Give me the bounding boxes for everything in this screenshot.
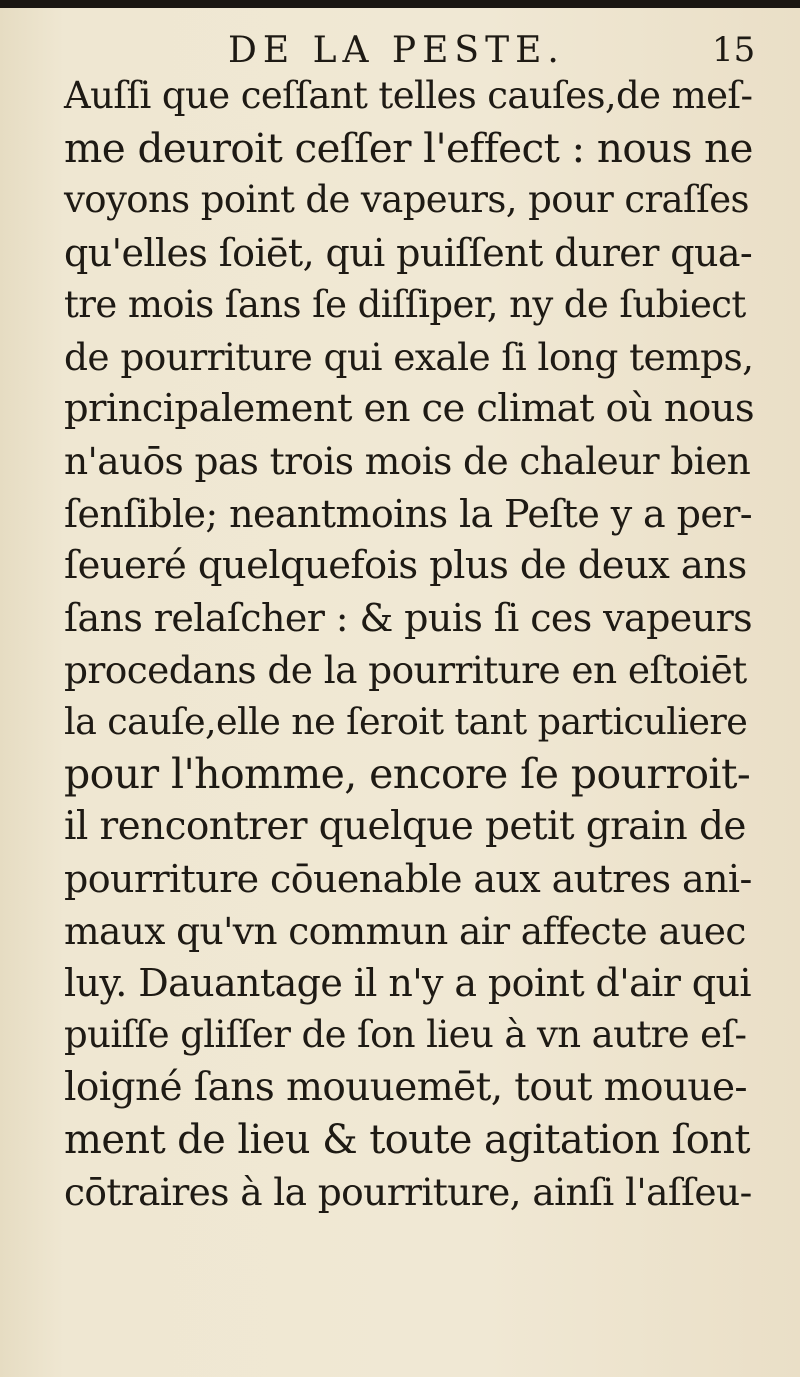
text-line: n'auōs pas trois mois de chaleur bien (64, 439, 751, 484)
text-line: cōtraires à la pourriture, ainſi l'aſſeu- (64, 1169, 752, 1214)
page-number: 15 (712, 30, 756, 70)
text-line: il rencontrer quelque petit grain de (64, 803, 746, 849)
text-line: ſeueré quelquefois plus de deux ans (64, 542, 747, 588)
text-line: ſenſible; neantmoins la Peſte y a per- (64, 491, 753, 536)
text-line: loigné ſans mouuemēt, tout mouue- (64, 1064, 748, 1110)
text-line: tre mois ſans ſe diſſiper, ny de ſubiect (64, 282, 746, 326)
text-line: principalement en ce climat où nous (64, 386, 755, 432)
text-line: pourriture cōuenable aux autres ani- (64, 856, 752, 901)
page-top-edge (0, 0, 800, 8)
text-line: ment de lieu & toute agitation ſont (64, 1116, 750, 1163)
text-line: procedans de la pourriture en eſtoiēt (64, 648, 747, 693)
text-line: de pourriture qui exale ſi long temps, (64, 334, 754, 379)
body-text (64, 70, 755, 1218)
text-line: pour l'homme, encore ſe pourroit- (64, 750, 751, 799)
text-line: me deuroit ceſſer l'effect : nous ne (64, 124, 753, 173)
bottom-margin (64, 1230, 744, 1350)
text-line: voyons point de vapeurs, pour craſſes (64, 178, 749, 222)
text-line: luy. Dauantage il n'y a point d'air qui (64, 961, 751, 1006)
text-line: ſans relaſcher : & puis ſi ces vapeurs (64, 595, 753, 640)
text-line: qu'elles ſoiēt, qui puiſſent durer qua- (64, 230, 753, 275)
text-line: la cauſe,elle ne ſeroit tant particuliere (64, 700, 748, 744)
running-head-title: DE LA PESTE. (228, 30, 565, 71)
text-line: puiſſe gliſſer de ſon lieu à vn autre eſ- (64, 1013, 747, 1057)
text-line: Auſſi que ceſſant telles cauſes,de meſ- (64, 74, 753, 117)
text-line: maux qu'vn commun air affecte auec (64, 909, 746, 953)
